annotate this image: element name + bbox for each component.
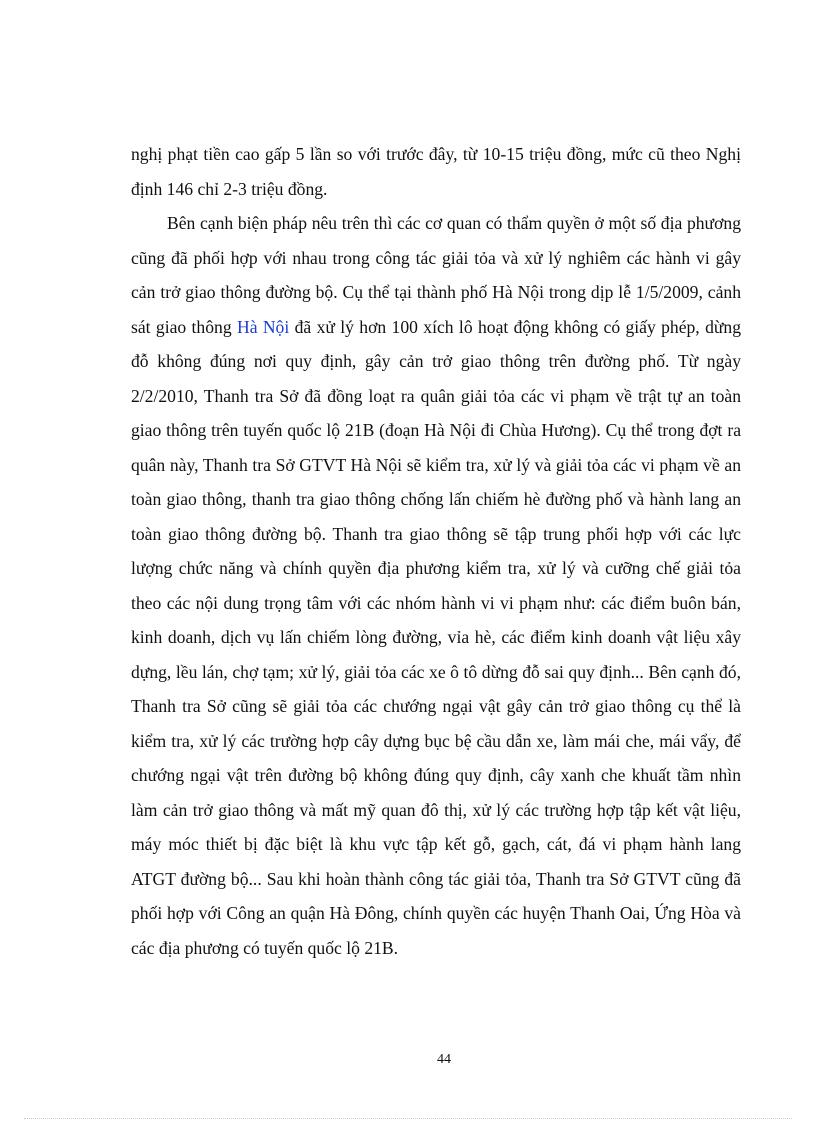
paragraph-text-before-link: Bên cạnh biện pháp nêu trên thì các cơ quan có thẩm quyền ở một số địa phương cũng đã phối hợp với nhau trong công tác giải tỏa và xử lý nghiêm các hành vi gây cản trở giao thông đường bộ. Cụ thể tại thành phố Hà Nội trong dịp lễ 1/5/2009, cảnh sát giao thông xyxy=(131,213,741,337)
paragraph-text-after-link: đã xử lý hơn 100 xích lô hoạt động không có giấy phép, dừng đỗ không đúng nơi quy định, gây cản trở giao thông trên đường phố. Từ ngày 2/2/2010, Thanh tra Sở đã đồng loạt ra quân giải tỏa các vi phạm về trật tự an toàn giao thông trên tuyến quốc lộ 21B (đoạn Hà Nội đi Chùa Hương). Cụ thể trong đợt ra quân này, Thanh tra Sở GTVT Hà Nội sẽ kiểm tra, xử lý và giải tỏa các vi phạm về an toàn giao thông, thanh tra giao thông chống lấn chiếm hè đường phố và hành lang an toàn giao thông đường bộ. Thanh tra giao thông sẽ tập trung phối hợp với các lực lượng chức năng và chính quyền địa phương kiểm tra, xử lý và cưỡng chế giải tỏa theo các nội dung trọng tâm với các nhóm hành vi vi phạm như: các điểm buôn bán, kinh doanh, dịch vụ lấn chiếm lòng đường, vỉa hè, các điểm kinh doanh vật liệu xây dựng, lều lán, chợ tạm; xử lý, giải tỏa các xe ô tô dừng đỗ sai quy định... Bên cạnh đó, Thanh tra Sở cũng sẽ giải tỏa các chướng ngại vật gây cản trở giao thông cụ thể là kiểm tra, xử lý các trường hợp cây dựng bục bệ cầu dẫn xe, làm mái che, mái vẩy, để chướng ngại vật trên đường bộ không đúng quy định, cây xanh che khuất tầm nhìn làm cản trở giao thông và mất mỹ quan đô thị, xử lý các trường hợp tập kết vật liệu, máy móc thiết bị đặc biệt là khu vực tập kết gỗ, gạch, cát, đá vi phạm hành lang ATGT đường bộ... Sau khi hoàn thành công tác giải tỏa, Thanh tra Sở GTVT cũng đã phối hợp với Công an quận Hà Đông, chính quyền các huyện Thanh Oai, Ứng Hòa và các địa phương có tuyến quốc lộ 21B. xyxy=(131,316,741,958)
ha-noi-link[interactable]: Hà Nội xyxy=(236,316,290,337)
page-bottom-divider xyxy=(24,1118,792,1119)
body-text xyxy=(131,137,741,965)
page-number: 44 xyxy=(437,1052,451,1067)
paragraph-traffic-enforcement xyxy=(131,206,741,965)
paragraph-continuation: nghị phạt tiền cao gấp 5 lần so với trước đây, từ 10-15 triệu đồng, mức cũ theo Nghị định 146 chỉ 2-3 triệu đồng. xyxy=(131,144,741,199)
